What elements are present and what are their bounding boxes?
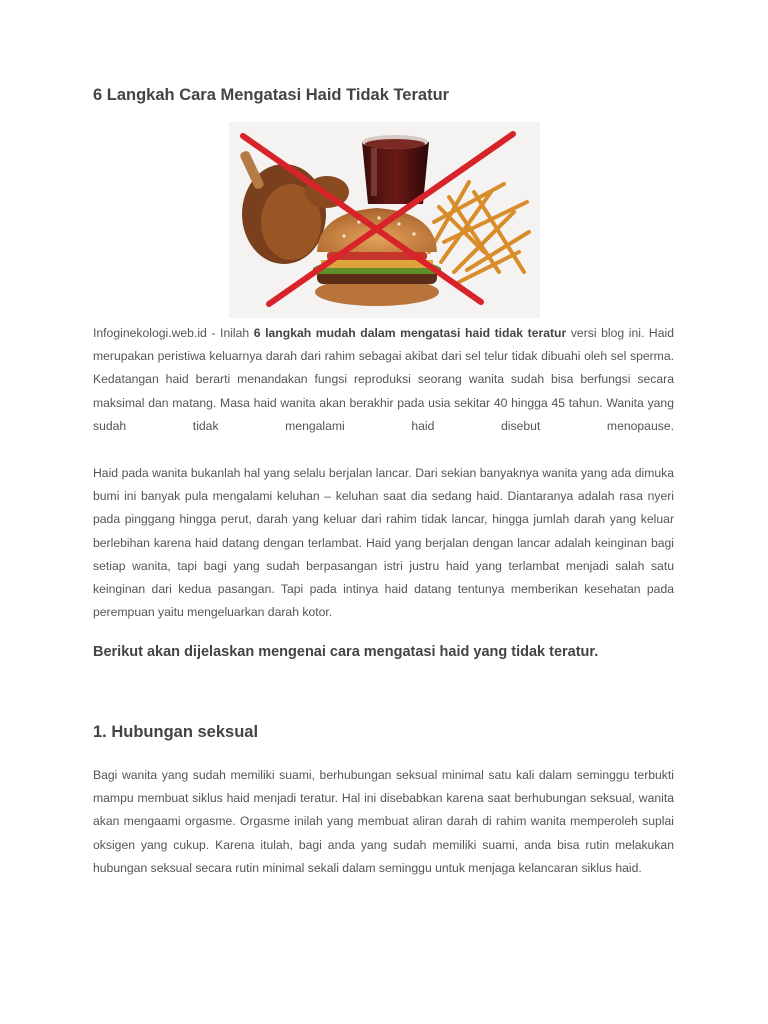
intro-paragraph <box>93 322 674 438</box>
article-title: 6 Langkah Cara Mengatasi Haid Tidak Teratur <box>93 86 450 104</box>
intro-rest: versi blog ini. Haid merupakan peristiwa keluarnya darah dari rahim sebagai akibat dari sel telur tidak dibuahi oleh sel sperma. Kedatangan haid berarti menandakan fungsi reproduksi seorang wanita sudah bisa berfungsi secara maksimal dan matang. Masa haid wanita akan berakhir pada usia sekitar 40 hingga 45 tahun. Wanita yang sudah tidak mengalami haid disebut menopause. <box>93 326 674 433</box>
intro-lead: 6 langkah mudah dalam mengatasi haid tidak teratur <box>253 326 567 340</box>
step-1-paragraph: Bagi wanita yang sudah memiliki suami, berhubungan seksual minimal satu kali dalam seminggu terbukti mampu membuat siklus haid menjadi teratur. Hal ini disebabkan karena saat berhubungan seksual, wanita akan mengaami orgasme. Orgasme inilah yang membuat aliran darah di rahim wanita memperoleh suplai oksigen yang cukup. Karena itulah, bagi anda yang sudah memiliki suami, anda bisa rutin melakukan hubungan seksual secara rutin minimal sekali dalam seminggu untuk menjaga kelancaran siklus haid. <box>93 768 674 875</box>
subheading: Berikut akan dijelaskan mengenai cara mengatasi haid yang tidak teratur. <box>93 644 599 660</box>
step-1-heading: 1. Hubungan seksual <box>93 723 259 741</box>
cola-glass-shape <box>362 135 429 204</box>
junk-food-crossed-out-image <box>229 122 540 318</box>
intro-source: Infoginekologi.web.id - Inilah <box>93 326 254 340</box>
paragraph-complaints: Haid pada wanita bukanlah hal yang selalu berjalan lancar. Dari sekian banyaknya wanita yang ada dimuka bumi ini banyak pula mengalami keluhan – keluhan saat dia sedang haid. Diantaranya adalah rasa nyeri pada pinggang hingga perut, darah yang keluar dari rahim tidak lancar, hingga jumlah darah yang keluar berlebihan karena haid datang dengan terlambat. Haid yang berjalan dengan lancar adalah keinginan bagi setiap wanita, tapi bagi yang sudah berpasangan istri justru haid yang terlambat menjadi salah satu keinginan dari kedua pasangan. Tapi pada intinya haid datang tentunya memberikan kesehatan pada perempuan yaitu mengeluarkan darah kotor. <box>93 466 674 620</box>
